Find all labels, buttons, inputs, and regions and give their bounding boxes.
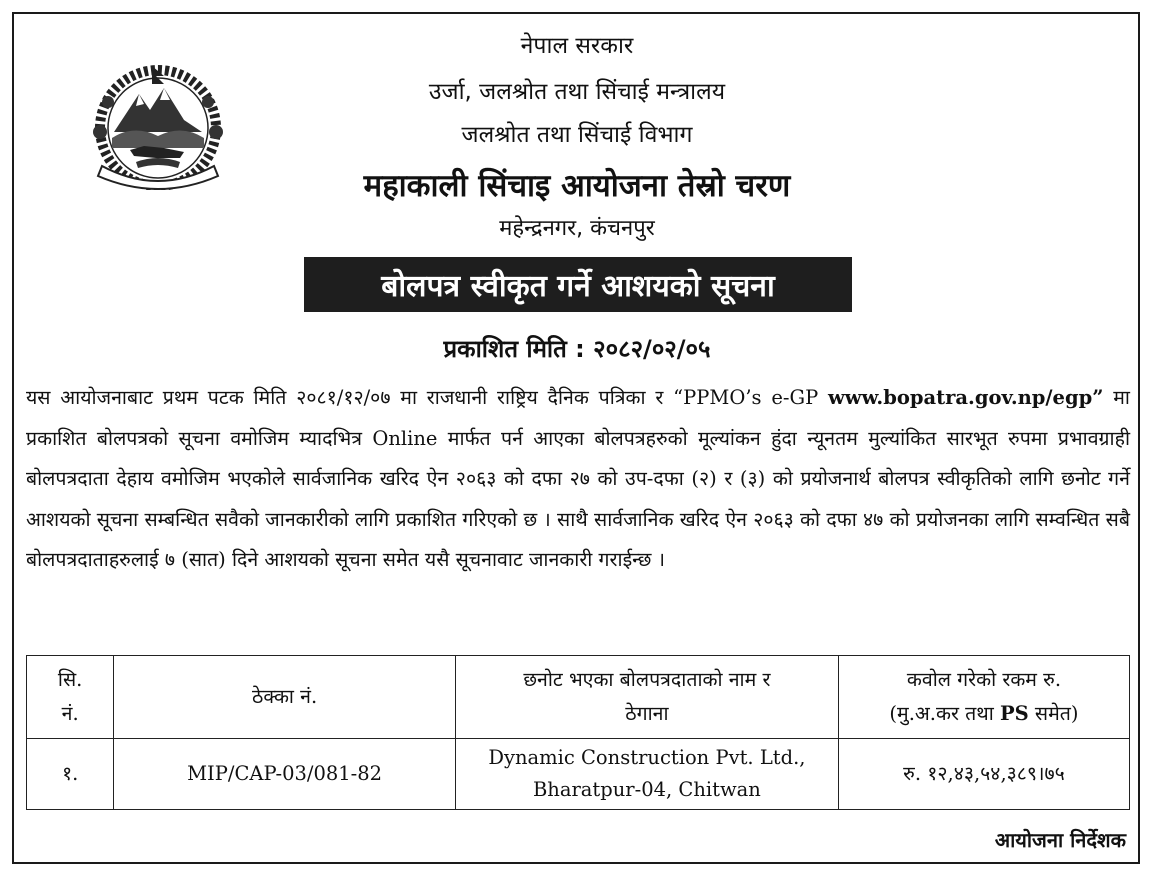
notice-title: बोलपत्र स्वीकृत गर्ने आशयको सूचना [381,269,775,304]
project-name: महाकाली सिंचाइ आयोजना तेस्रो चरण [363,168,791,204]
body-text-part1: यस आयोजनाबाट प्रथम पटक मिति २०८१/१२/०७ मा राजधानी राष्ट्रिय दैनिक पत्रिका र “PPMO’s e-GP [26,386,829,409]
row-bidder-name: Dynamic Construction Pvt. Ltd., [488,746,806,769]
row-amount: रु. १२,४३,५४,३८९।७५ [838,739,1129,810]
row-bidder [455,739,838,810]
award-table [26,655,1130,810]
header-contract-no: ठेक्का नं. [114,656,456,739]
header-amount-line2-post: समेत) [1028,702,1079,725]
row-sn: १. [27,739,114,810]
header-sn-line2: नं. [61,702,79,725]
header-amount-line1: कवोल गरेको रकम रु. [906,668,1062,691]
table-row [27,739,1130,810]
signature-title: आयोजना निर्देशक [994,828,1126,852]
header-sn [27,656,114,739]
header-bidder-line1: छनोट भएका बोलपत्रदाताको नाम र [523,668,771,691]
department-name: जलश्रोत तथा सिंचाई विभाग [461,122,693,148]
header-bidder [455,656,838,739]
body-text-part2: मा प्रकाशित बोलपत्रको सूचना वमोजिम म्यादभित्र Online मार्फत पर्न आएका बोलपत्रहरुको मूल्यांकन हुंदा न्यूनतम मुल्यांकित सारभूत रुपमा प्रभावग्राही बोलपत्रदाता देहाय वमोजिम भएकोले सार्वजानिक खरिद ऐन २०६३ को दफा २७ को उप-दफा (२) र (३) को प्रयोजनार्थ बोलपत्र स्वीकृतिको लागि छनोट गर्ने आशयको सूचना सम्बन्धित सवैको जानकारीको लागि प्रकाशित गरिएको छ । साथै सार्वजानिक खरिद ऐन २०६३ को दफा ४७ को प्रयोजनका लागि सम्वन्धित सबै बोलपत्रदाताहरुलाई ७ (सात) दिने आशयको सूचना समेत यसै सूचनावाट जानकारी गराईन्छ । [26,386,1130,571]
published-date: प्रकाशित मिति : २०८२/०२/०५ [443,335,711,363]
table-header-row [27,656,1130,739]
row-bidder-address: Bharatpur-04, Chitwan [532,778,761,801]
notice-title-banner [304,257,852,312]
row-contract-no: MIP/CAP-03/081-82 [114,739,456,810]
header-bidder-line2: ठेगाना [625,702,669,725]
government-name: नेपाल सरकार [520,33,634,59]
header-amount-ps: PS [999,702,1029,725]
notice-body [26,378,1130,581]
egp-url: www.bopatra.gov.np/egp” [828,386,1104,409]
ministry-name: उर्जा, जलश्रोत तथा सिंचाई मन्त्रालय [428,79,726,105]
header-sn-line1: सि. [57,668,83,691]
header-amount-line2-pre: (मु.अ.कर तथा [889,702,1000,725]
project-location: महेन्द्रनगर, कंचनपुर [499,216,655,241]
header-amount [838,656,1129,739]
